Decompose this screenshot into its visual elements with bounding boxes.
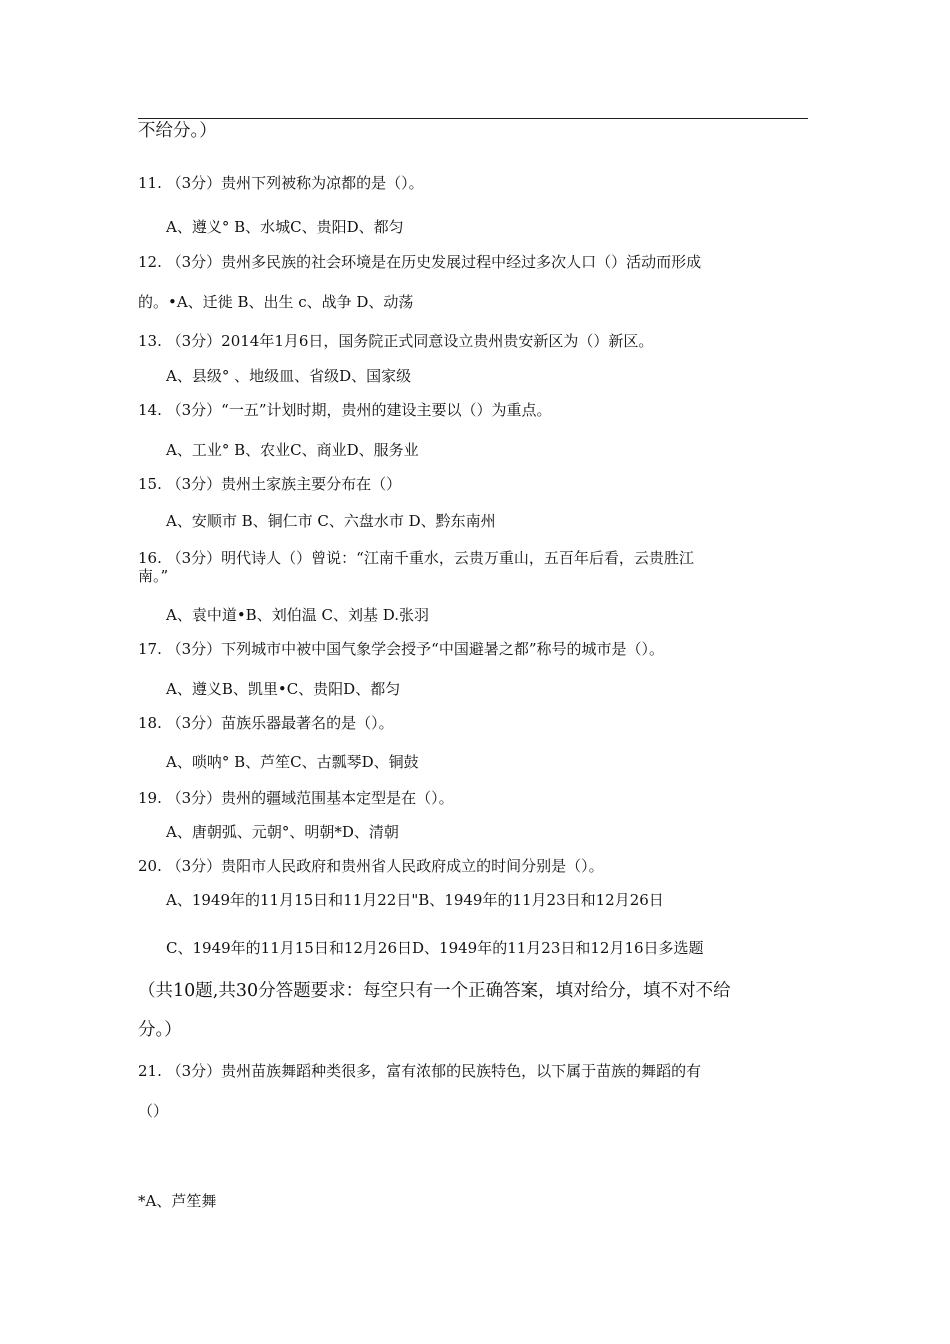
q15-stem: 15. （3分）贵州土家族主要分布在（） (138, 475, 402, 493)
q20-options-ab: A、1949年的11月15日和11月22日"B、1949年的11月23日和12月26日 (166, 891, 664, 909)
q21-option-a: *A、芦笙舞 (138, 1192, 217, 1210)
section-instructions-cont: 分。） (138, 1020, 182, 1040)
q16-stem: 16. （3分）明代诗人（）曾说：“江南千重水，云贵万重山，五百年后看，云贵胜江 (138, 549, 694, 567)
q21-stem: 21. （3分）贵州苗族舞蹈种类很多，富有浓郁的民族特色，以下属于苗族的舞蹈的有 (138, 1062, 702, 1080)
q14-options: A、工业° B、农业C、商业D、服务业 (166, 441, 419, 459)
q17-stem: 17. （3分）下列城市中被中国气象学会授予“中国避暑之都”称号的城市是（）。 (138, 640, 665, 658)
q11-options: A、遵义° B、水城C、贵阳D、都匀 (166, 218, 404, 236)
continued-text: 不给分。） (138, 121, 217, 141)
q13-stem: 13. （3分）2014年1月6日，国务院正式同意设立贵州贵安新区为（）新区。 (138, 332, 654, 350)
q15-options: A、安顺市 B、铜仁市 C、六盘水市 D、黔东南州 (166, 512, 496, 530)
q13-options: A、县级° 、地级皿、省级D、国家级 (166, 367, 412, 385)
q18-stem: 18. （3分）苗族乐器最著名的是（）。 (138, 714, 394, 732)
q12-stem-cont-options: 的。•A、迁徙 B、出生 c、战争 D、动荡 (138, 293, 414, 311)
page-top-rule (138, 118, 808, 119)
q14-stem: 14. （3分）“一五”计划时期，贵州的建设主要以（）为重点。 (138, 401, 552, 419)
q19-stem: 19. （3分）贵州的疆域范围基本定型是在（）。 (138, 789, 454, 807)
q20-stem: 20. （3分）贵阳市人民政府和贵州省人民政府成立的时间分别是（）。 (138, 857, 604, 875)
section-instructions: （共10题,共30分答题要求：每空只有一个正确答案，填对给分，填不对不给 (138, 981, 731, 1001)
q17-options: A、遵义B、凯里•C、贵阳D、都匀 (166, 680, 401, 698)
q19-options: A、唐朝弧、元朝°、明朝*D、清朝 (166, 823, 399, 841)
q16-options: A、袁中道•B、刘伯温 C、刘基 D.张羽 (166, 606, 429, 624)
q18-options: A、唢呐° B、芦笙C、古瓢琴D、铜鼓 (166, 753, 419, 771)
q20-options-cd-section: C、1949年的11月15日和12月26日D、1949年的11月23日和12月16日多选题 (166, 939, 704, 957)
q11-stem: 11. （3分）贵州下列被称为凉都的是（）。 (138, 174, 424, 192)
q16-stem-cont: 南。” (138, 567, 169, 585)
q21-stem-cont: （） (138, 1102, 169, 1120)
q12-stem: 12. （3分）贵州多民族的社会环境是在历史发展过程中经过多次人口（）活动而形成 (138, 253, 702, 271)
